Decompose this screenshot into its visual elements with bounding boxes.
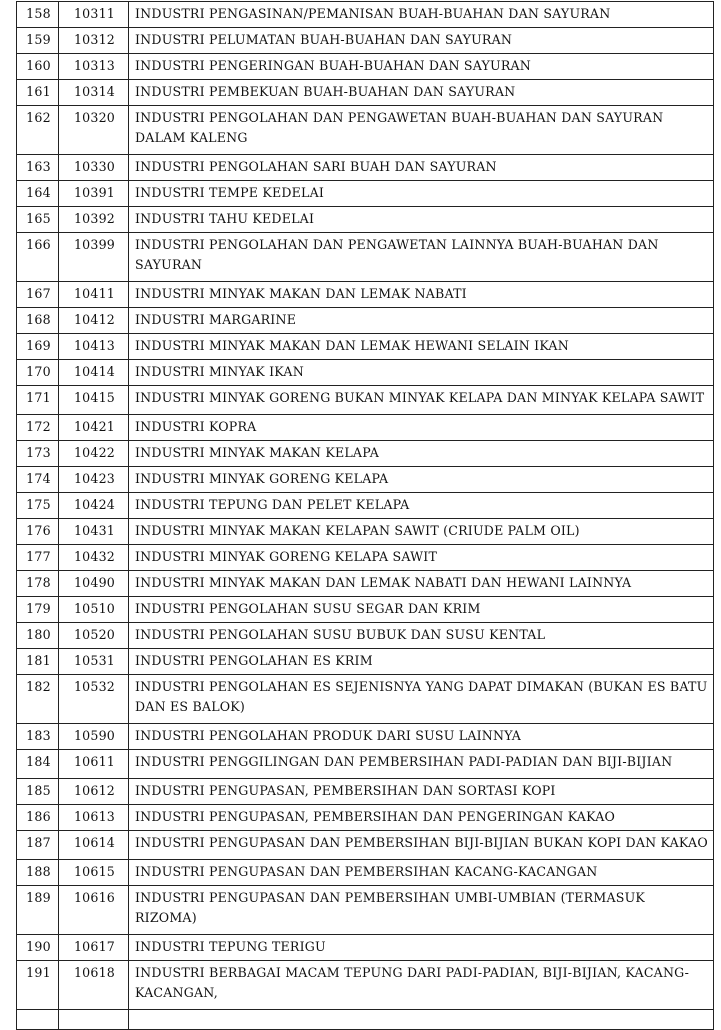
table-row	[17, 649, 714, 675]
table-row	[17, 28, 714, 54]
industry-description: INDUSTRI MINYAK MAKAN KELAPAN SAWIT (CRIUDE PALM OIL)	[129, 519, 714, 545]
kbli-code: 10490	[59, 571, 129, 597]
empty-cell	[59, 1010, 129, 1030]
industry-description: INDUSTRI PENGOLAHAN DAN PENGAWETAN LAINNYA BUAH-BUAHAN DAN SAYURAN	[129, 233, 714, 282]
industry-description: INDUSTRI PENGUPASAN DAN PEMBERSIHAN KACANG-KACANGAN	[129, 860, 714, 886]
table-row	[17, 571, 714, 597]
kbli-code: 10531	[59, 649, 129, 675]
row-number: 183	[17, 724, 59, 750]
table-row	[17, 623, 714, 649]
table-row	[17, 415, 714, 441]
kbli-code: 10391	[59, 181, 129, 207]
industry-description: INDUSTRI PENGOLAHAN ES SEJENISNYA YANG DAPAT DIMAKAN (BUKAN ES BATU DAN ES BALOK)	[129, 675, 714, 724]
industry-description: INDUSTRI MINYAK MAKAN KELAPA	[129, 441, 714, 467]
row-number: 173	[17, 441, 59, 467]
table-row	[17, 831, 714, 860]
table-row	[17, 545, 714, 571]
table-row	[17, 597, 714, 623]
table-row	[17, 935, 714, 961]
table-row	[17, 54, 714, 80]
row-number: 174	[17, 467, 59, 493]
industry-description: INDUSTRI MINYAK IKAN	[129, 360, 714, 386]
industry-description: INDUSTRI PELUMATAN BUAH-BUAHAN DAN SAYURAN	[129, 28, 714, 54]
row-number: 187	[17, 831, 59, 860]
table-row	[17, 1010, 714, 1030]
row-number: 171	[17, 386, 59, 415]
industry-description: INDUSTRI PENGUPASAN, PEMBERSIHAN DAN SORTASI KOPI	[129, 779, 714, 805]
industry-description: INDUSTRI PENGOLAHAN ES KRIM	[129, 649, 714, 675]
industry-description: INDUSTRI MINYAK MAKAN DAN LEMAK NABATI DAN HEWANI LAINNYA	[129, 571, 714, 597]
table-row	[17, 519, 714, 545]
row-number: 179	[17, 597, 59, 623]
industry-description: INDUSTRI MINYAK MAKAN DAN LEMAK HEWANI SELAIN IKAN	[129, 334, 714, 360]
industry-description: INDUSTRI MARGARINE	[129, 308, 714, 334]
kbli-code: 10510	[59, 597, 129, 623]
row-number: 188	[17, 860, 59, 886]
row-number: 166	[17, 233, 59, 282]
kbli-code: 10320	[59, 106, 129, 155]
row-number: 175	[17, 493, 59, 519]
kbli-code: 10312	[59, 28, 129, 54]
kbli-code: 10612	[59, 779, 129, 805]
table-row	[17, 233, 714, 282]
kbli-code: 10618	[59, 961, 129, 1010]
industry-description: INDUSTRI TAHU KEDELAI	[129, 207, 714, 233]
kbli-code: 10422	[59, 441, 129, 467]
kbli-code: 10520	[59, 623, 129, 649]
row-number: 176	[17, 519, 59, 545]
empty-cell	[129, 1010, 714, 1030]
kbli-code: 10412	[59, 308, 129, 334]
industry-description: INDUSTRI PENGERINGAN BUAH-BUAHAN DAN SAYURAN	[129, 54, 714, 80]
table-row	[17, 779, 714, 805]
row-number: 181	[17, 649, 59, 675]
kbli-code: 10616	[59, 886, 129, 935]
table-body	[17, 2, 714, 1030]
table-row	[17, 308, 714, 334]
table-row	[17, 724, 714, 750]
table-row	[17, 860, 714, 886]
industry-description: INDUSTRI PENGUPASAN DAN PEMBERSIHAN UMBI-UMBIAN (TERMASUK RIZOMA)	[129, 886, 714, 935]
industry-description: INDUSTRI PENGOLAHAN DAN PENGAWETAN BUAH-BUAHAN DAN SAYURAN DALAM KALENG	[129, 106, 714, 155]
industry-description: INDUSTRI BERBAGAI MACAM TEPUNG DARI PADI-PADIAN, BIJI-BIJIAN, KACANG-KACANGAN,	[129, 961, 714, 1010]
row-number: 170	[17, 360, 59, 386]
industry-description: INDUSTRI PENGOLAHAN SUSU SEGAR DAN KRIM	[129, 597, 714, 623]
empty-cell	[17, 1010, 59, 1030]
row-number: 169	[17, 334, 59, 360]
industry-description: INDUSTRI PENGOLAHAN SUSU BUBUK DAN SUSU KENTAL	[129, 623, 714, 649]
kbli-code: 10392	[59, 207, 129, 233]
kbli-code: 10432	[59, 545, 129, 571]
kbli-code: 10414	[59, 360, 129, 386]
row-number: 185	[17, 779, 59, 805]
industry-description: INDUSTRI MINYAK GORENG KELAPA SAWIT	[129, 545, 714, 571]
row-number: 189	[17, 886, 59, 935]
table-row	[17, 750, 714, 779]
table-row	[17, 106, 714, 155]
industry-description: INDUSTRI MINYAK MAKAN DAN LEMAK NABATI	[129, 282, 714, 308]
row-number: 172	[17, 415, 59, 441]
table-row	[17, 493, 714, 519]
kbli-code: 10314	[59, 80, 129, 106]
row-number: 167	[17, 282, 59, 308]
industry-description: INDUSTRI PENGGILINGAN DAN PEMBERSIHAN PADI-PADIAN DAN BIJI-BIJIAN	[129, 750, 714, 779]
kbli-code: 10532	[59, 675, 129, 724]
kbli-code: 10311	[59, 2, 129, 28]
kbli-code: 10424	[59, 493, 129, 519]
row-number: 159	[17, 28, 59, 54]
industry-description: INDUSTRI PENGUPASAN DAN PEMBERSIHAN BIJI-BIJIAN BUKAN KOPI DAN KAKAO	[129, 831, 714, 860]
table-row	[17, 386, 714, 415]
kbli-code: 10611	[59, 750, 129, 779]
row-number: 180	[17, 623, 59, 649]
table-row	[17, 155, 714, 181]
industry-description: INDUSTRI PEMBEKUAN BUAH-BUAHAN DAN SAYURAN	[129, 80, 714, 106]
industry-description: INDUSTRI PENGUPASAN, PEMBERSIHAN DAN PENGERINGAN KAKAO	[129, 805, 714, 831]
table-row	[17, 467, 714, 493]
row-number: 184	[17, 750, 59, 779]
table-row	[17, 360, 714, 386]
kbli-code: 10413	[59, 334, 129, 360]
kbli-code: 10617	[59, 935, 129, 961]
kbli-code: 10415	[59, 386, 129, 415]
row-number: 160	[17, 54, 59, 80]
industry-description: INDUSTRI TEPUNG DAN PELET KELAPA	[129, 493, 714, 519]
kbli-code: 10411	[59, 282, 129, 308]
row-number: 164	[17, 181, 59, 207]
industry-description: INDUSTRI KOPRA	[129, 415, 714, 441]
industry-description: INDUSTRI MINYAK GORENG KELAPA	[129, 467, 714, 493]
table-row	[17, 80, 714, 106]
kbli-code: 10613	[59, 805, 129, 831]
table-row	[17, 886, 714, 935]
kbli-code: 10423	[59, 467, 129, 493]
row-number: 161	[17, 80, 59, 106]
row-number: 191	[17, 961, 59, 1010]
kbli-code: 10431	[59, 519, 129, 545]
row-number: 168	[17, 308, 59, 334]
table-row	[17, 282, 714, 308]
row-number: 186	[17, 805, 59, 831]
table-row	[17, 675, 714, 724]
kbli-table	[16, 1, 714, 1030]
row-number: 177	[17, 545, 59, 571]
row-number: 165	[17, 207, 59, 233]
table-row	[17, 181, 714, 207]
table-row	[17, 441, 714, 467]
row-number: 163	[17, 155, 59, 181]
row-number: 182	[17, 675, 59, 724]
industry-description: INDUSTRI PENGOLAHAN SARI BUAH DAN SAYURAN	[129, 155, 714, 181]
kbli-code: 10330	[59, 155, 129, 181]
table-row	[17, 207, 714, 233]
kbli-code: 10615	[59, 860, 129, 886]
industry-description: INDUSTRI TEPUNG TERIGU	[129, 935, 714, 961]
industry-description: INDUSTRI MINYAK GORENG BUKAN MINYAK KELAPA DAN MINYAK KELAPA SAWIT	[129, 386, 714, 415]
kbli-code: 10590	[59, 724, 129, 750]
industry-description: INDUSTRI PENGASINAN/PEMANISAN BUAH-BUAHAN DAN SAYURAN	[129, 2, 714, 28]
kbli-code: 10399	[59, 233, 129, 282]
industry-description: INDUSTRI PENGOLAHAN PRODUK DARI SUSU LAINNYA	[129, 724, 714, 750]
kbli-code: 10313	[59, 54, 129, 80]
table-row	[17, 2, 714, 28]
row-number: 178	[17, 571, 59, 597]
industry-description: INDUSTRI TEMPE KEDELAI	[129, 181, 714, 207]
row-number: 190	[17, 935, 59, 961]
table-row	[17, 334, 714, 360]
kbli-code: 10421	[59, 415, 129, 441]
row-number: 162	[17, 106, 59, 155]
table-row	[17, 961, 714, 1010]
table-row	[17, 805, 714, 831]
row-number: 158	[17, 2, 59, 28]
kbli-code: 10614	[59, 831, 129, 860]
